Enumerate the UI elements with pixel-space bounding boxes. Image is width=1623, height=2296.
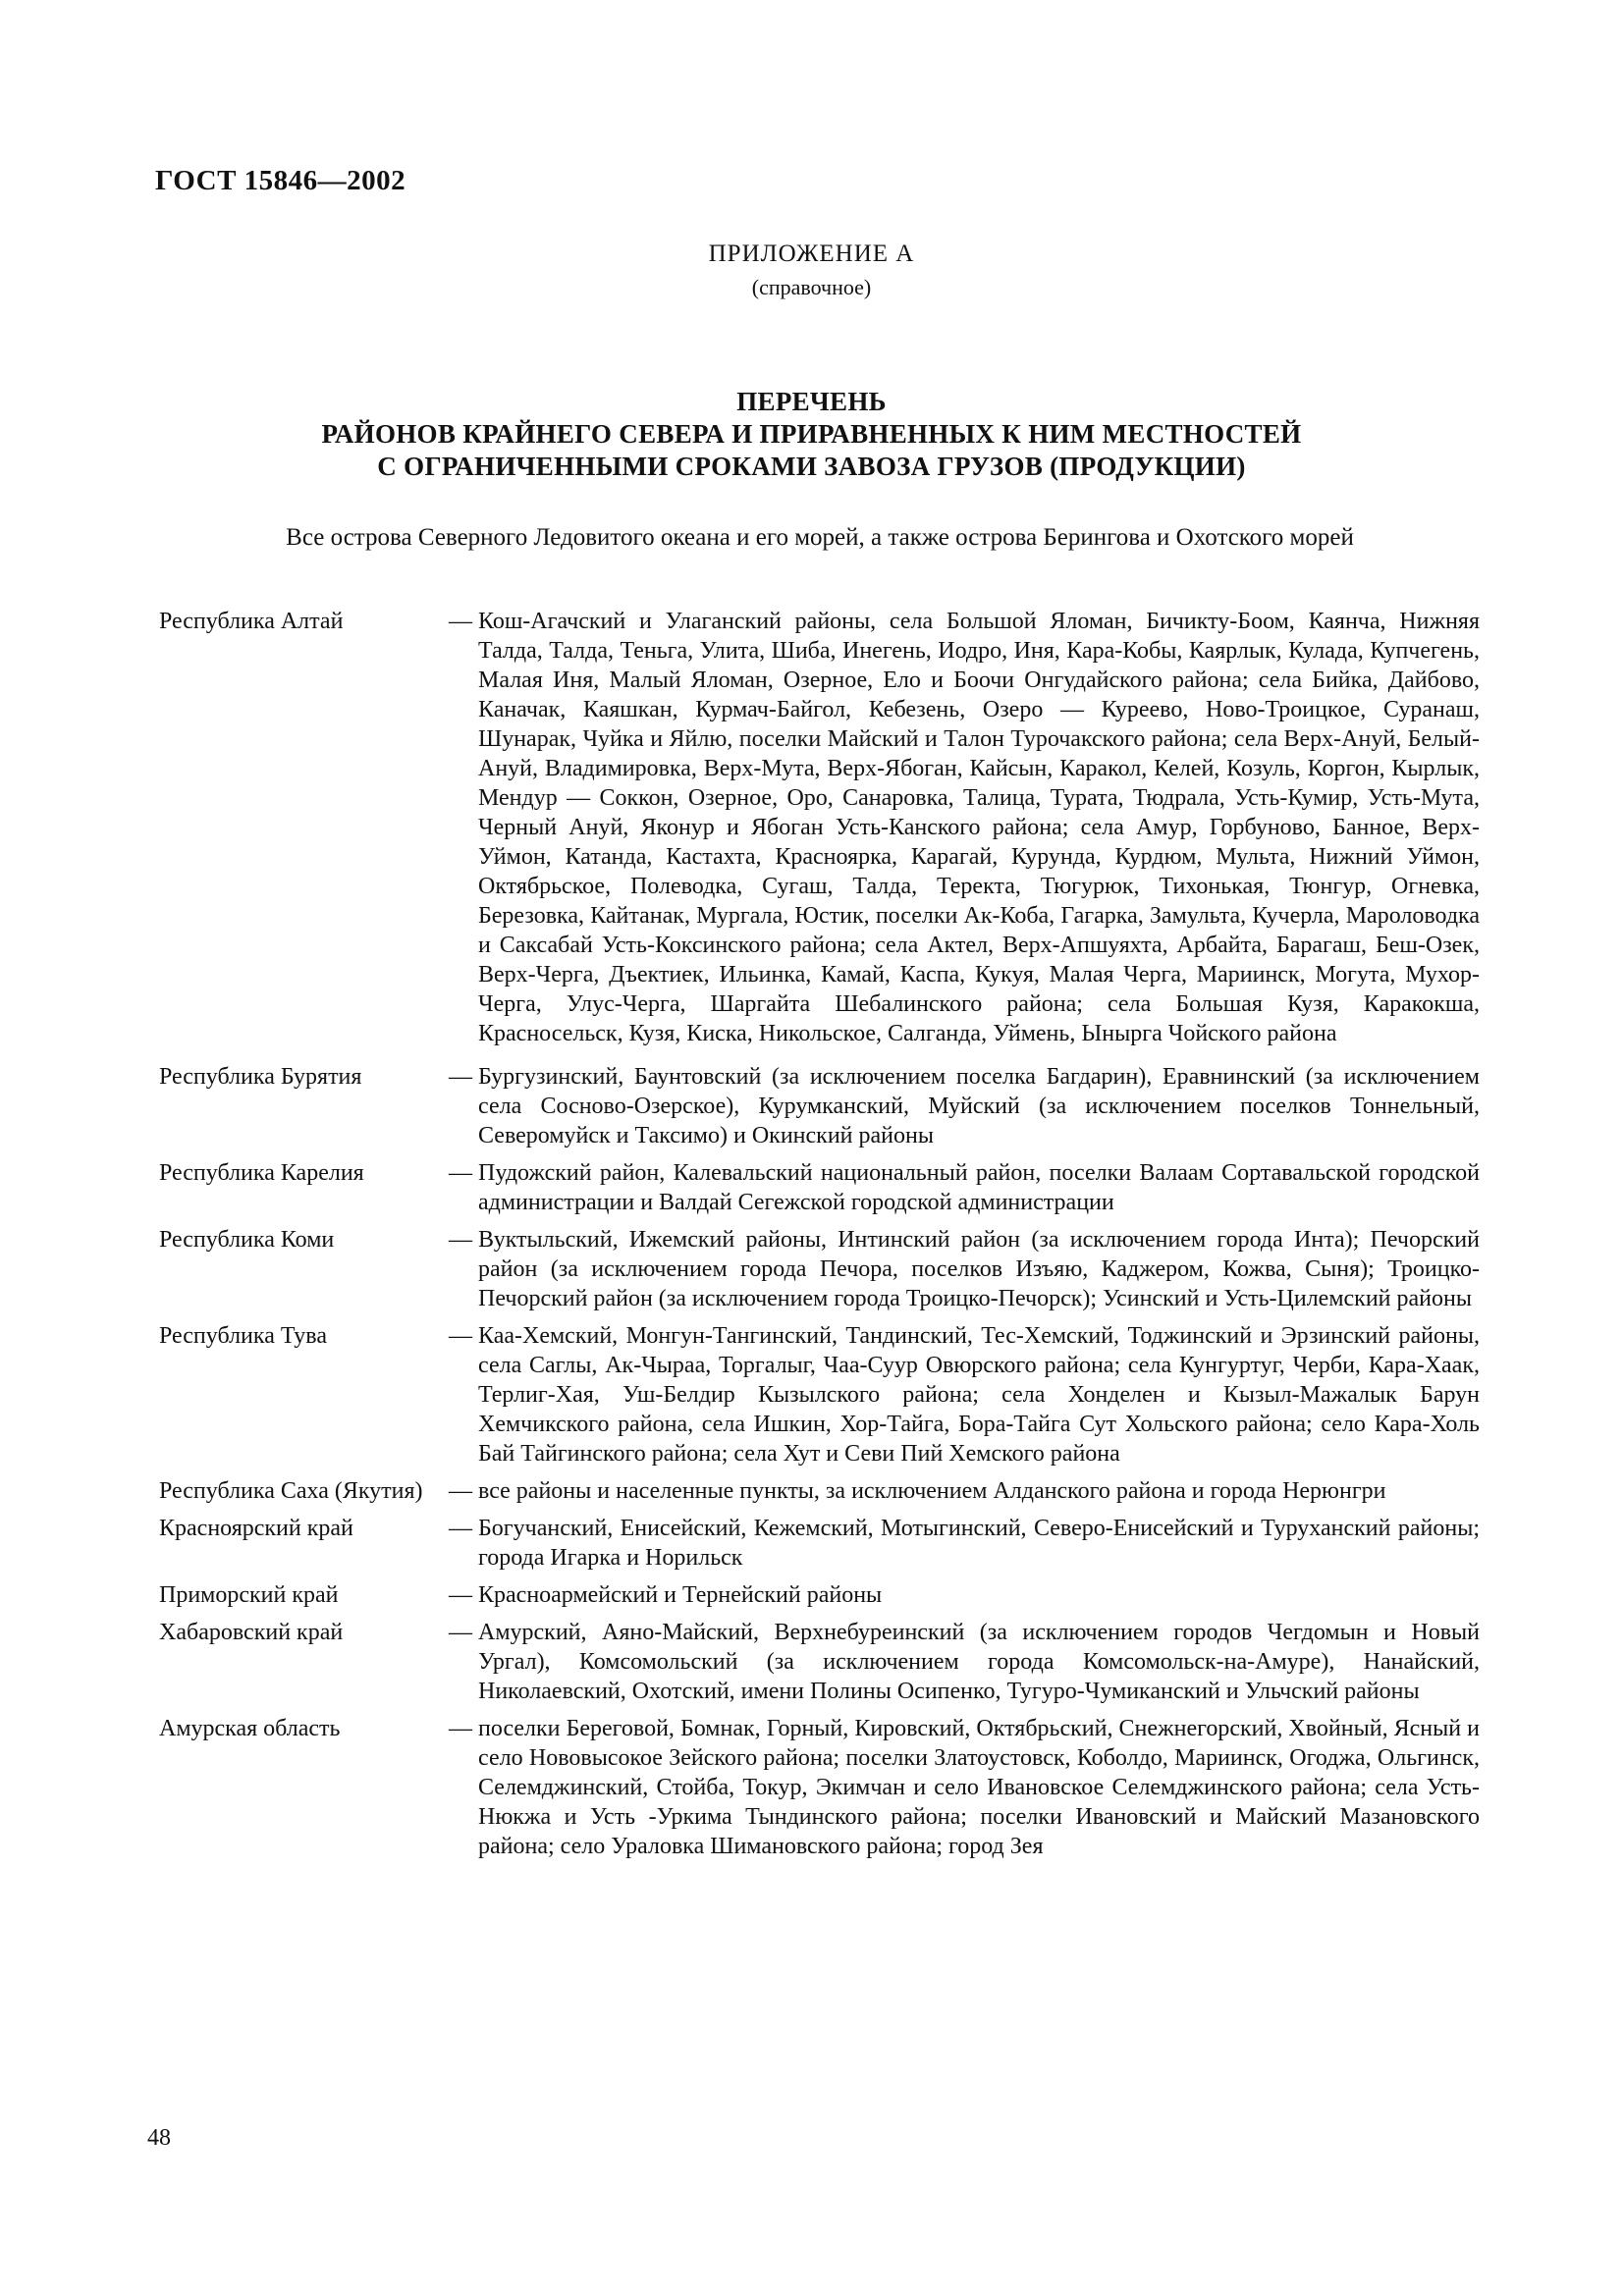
region-description: Вуктыльский, Ижемский районы, Интинский район (за исключением города Инта); Печорский район (за исключением города Печора, поселков Изъяю, Каджером, Кожва, Сыня); Троицко-Печорский район (за исключением города Троицко-Печорск); Усинский и Усть-Цилемский районы <box>478 1227 1480 1311</box>
region-name: Хабаровский край <box>159 1620 344 1645</box>
region-entry <box>159 1321 1480 1468</box>
list-title-line-1: ПЕРЕЧЕНЬ <box>736 387 887 416</box>
dash-separator: — <box>449 1620 472 1645</box>
list-title <box>0 386 1623 483</box>
region-description: Кош-Агачский и Улаганский районы, села Большой Яломан, Бичикту-Боом, Каянча, Нижняя Талда, Талда, Теньга, Улита, Шиба, Инегень, Иодро, Иня, Кара-Кобы, Каярлык, Кулада, Купчегень, Малая Иня, Малый Яломан, Озерное, Ело и Боочи Онгудайского района; села Бийка, Дайбово, Каначак, Каяшкан, Курмач-Байгол, Кебезень, Озеро — Куреево, Ново-Троицкое, Суранаш, Шунарак, Чуйка и Яйлю, поселки Майский и Талон Турочакского района; села Верх-Ануй, Белый-Ануй, Владимировка, Верх-Мута, Верх-Ябоган, Кайсын, Каракол, Келей, Козуль, Коргон, Кырлык, Мендур — Соккон, Озерное, Оро, Санаровка, Талица, Турата, Тюдрала, Усть-Кумир, Усть-Мута, Черный Ануй, Яконур и Ябоган Усть-Канского района; села Амур, Горбуново, Банное, Верх-Уймон, Катанда, Кастахта, Красноярка, Карагай, Курунда, Курдюм, Мульта, Нижний Уймон, Октябрьское, Полеводка, Сугаш, Талда, Теректа, Тюгурюк, Тихонькая, Тюнгур, Огневка, Березовка, Кайтанак, Мургала, Юстик, поселки Ак-Коба, Гагарка, Замульта, Кучерла, Мароловодка и Саксабай Усть-Коксинского района; села Актел, Верх-Апшуяхта, Арбайта, Барагаш, Беш-Озек, Верх-Черга, Дъектиек, Ильинка, Камай, Каспа, Кукуя, Малая Черга, Мариинск, Могута, Мухор-Черга, Улус-Черга, Шаргайта Шебалинского района; села Большая Кузя, Каракокша, Красносельск, Кузя, Киска, Никольское, Салганда, Уймень, Ынырга Чойского района <box>478 609 1480 1046</box>
region-entry <box>159 1062 1480 1150</box>
region-name: Республика Алтай <box>159 609 344 634</box>
region-description: Каа-Хемский, Монгун-Тангинский, Тандинский, Тес-Хемский, Тоджинский и Эрзинский районы, села Саглы, Ак-Чыраа, Торгалыг, Чаа-Суур Овюрского района; села Кунгуртуг, Черби, Кара-Хаак, Терлиг-Хая, Уш-Белдир Кызылского района; села Хонделен и Кызыл-Мажалык Барун Хемчикского района, села Ишкин, Хор-Тайга, Бора-Тайга Сут Хольского района; село Кара-Холь Бай Тайгинского района; села Хут и Севи Пий Хемского района <box>478 1323 1480 1467</box>
region-description: Красноармейский и Тернейский районы <box>478 1582 883 1608</box>
appendix-title: ПРИЛОЖЕНИЕ А <box>708 240 915 267</box>
dash-separator: — <box>449 1478 472 1504</box>
region-name: Республика Бурятия <box>159 1064 362 1090</box>
region-entry <box>159 1476 1480 1506</box>
region-name: Республика Саха (Якутия) <box>159 1478 423 1504</box>
region-description: все районы и населенные пункты, за исключением Алданского района и города Нерюнгри <box>478 1478 1386 1504</box>
list-title-line-3: С ОГРАНИЧЕННЫМИ СРОКАМИ ЗАВОЗА ГРУЗОВ (ПРОДУКЦИИ) <box>377 452 1246 481</box>
region-name: Приморский край <box>159 1582 339 1608</box>
region-entry <box>159 1714 1480 1861</box>
region-entry <box>159 1580 1480 1610</box>
region-name: Красноярский край <box>159 1516 353 1541</box>
region-entry <box>159 1618 1480 1706</box>
dash-separator: — <box>449 1064 472 1090</box>
region-description: Амурский, Аяно-Майский, Верхнебуреинский (за исключением городов Чегдомын и Новый Ургал), Комсомольский (за исключением города Комсомольск-на-Амуре), Нанайский, Николаевский, Охотский, имени Полины Осипенко, Тугуро-Чумиканский и Ульчский районы <box>478 1620 1480 1704</box>
region-name: Республика Тува <box>159 1323 327 1349</box>
region-entry <box>159 1225 1480 1313</box>
region-description: Пудожский район, Калевальский национальный район, поселки Валаам Сортавальской городской администрации и Валдай Сегежской городской администрации <box>478 1160 1480 1215</box>
dash-separator: — <box>449 1323 472 1349</box>
list-title-line-2: РАЙОНОВ КРАЙНЕГО СЕВЕРА И ПРИРАВНЕННЫХ К НИМ МЕСТНОСТЕЙ <box>321 419 1302 449</box>
dash-separator: — <box>449 1516 472 1541</box>
region-list <box>159 607 1480 1869</box>
region-description: Бургузинский, Баунтовский (за исключением поселка Багдарин), Еравнинский (за исключением села Сосново-Озерское), Курумканский, Муйский (за исключением поселков Тоннельный, Северомуйск и Таксимо) и Окинский районы <box>478 1064 1480 1148</box>
dash-separator: — <box>449 1716 472 1741</box>
page-number: 48 <box>147 2125 171 2151</box>
dash-separator: — <box>449 1582 472 1608</box>
intro-paragraph: Все острова Северного Ледовитого океана и его морей, а также острова Берингова и Охотского морей <box>286 524 1354 551</box>
region-description: поселки Береговой, Бомнак, Горный, Кировский, Октябрьский, Снежнегорский, Хвойный, Ясный и село Нововысокое Зейского района; поселки Златоустовск, Коболдо, Мариинск, Огоджа, Ольгинск, Селемджинский, Стойба, Токур, Экимчан и село Ивановское Селемджинского района; села Усть-Нюкжа и Усть -Уркима Тындинского района; поселки Ивановский и Майский Мазановского района; село Ураловка Шимановского района; город Зея <box>478 1716 1480 1859</box>
region-entry <box>159 1158 1480 1217</box>
appendix-subtitle: (справочное) <box>751 275 872 299</box>
region-entry <box>159 1514 1480 1573</box>
region-description: Богучанский, Енисейский, Кежемский, Мотыгинский, Северо-Енисейский и Туруханский районы; города Игарка и Норильск <box>478 1516 1480 1571</box>
region-name: Амурская область <box>159 1716 341 1741</box>
dash-separator: — <box>449 609 472 634</box>
standard-code: ГОСТ 15846—2002 <box>155 165 406 196</box>
dash-separator: — <box>449 1227 472 1253</box>
region-entry <box>159 607 1480 1048</box>
dash-separator: — <box>449 1160 472 1186</box>
region-name: Республика Коми <box>159 1227 335 1253</box>
region-name: Республика Карелия <box>159 1160 364 1186</box>
